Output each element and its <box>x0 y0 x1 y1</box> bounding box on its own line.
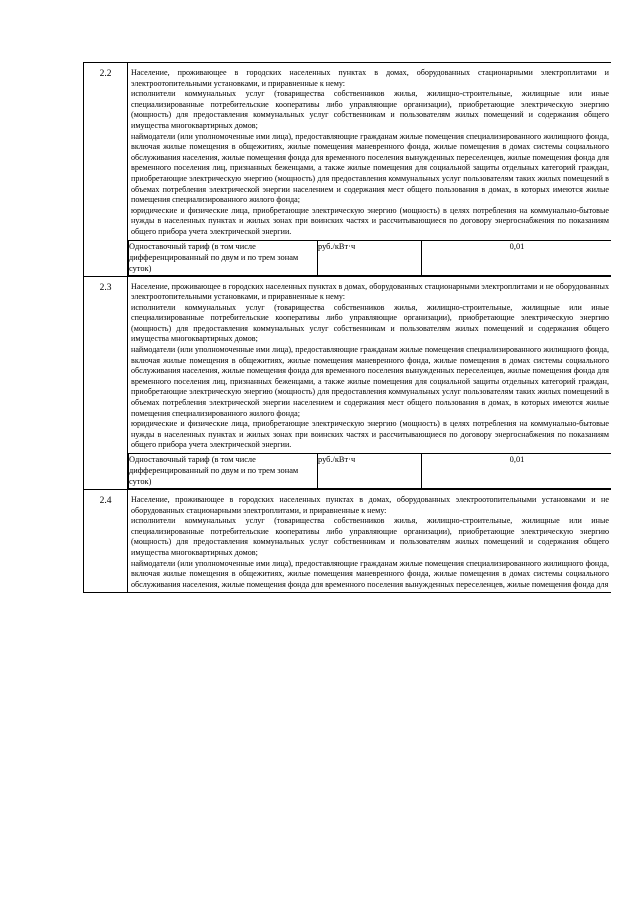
description-paragraph: исполнители коммунальных услуг (товарищества собственников жилья, жилищно-строительные, жилищные или иные специализированные потребительские кооперативы либо управляющие организации), приобретающие электрическую энергию (мощность) для предоставления коммунальных услуг собственникам и пользователям жилых помещений и содержания общего имущества многоквартирных домов; <box>131 302 609 344</box>
description-paragraph: Население, проживающее в городских населенных пунктах в домах, оборудованных электроотопительными установками и не оборудованных стационарными электроплитами, и приравненные к нему: <box>131 495 609 515</box>
consumer-description <box>128 490 611 592</box>
tariff-row-2-2 <box>84 63 612 277</box>
row-number: 2.4 <box>84 490 128 593</box>
tariff-label: Одноставочный тариф (в том числе дифференцированный по двум и по трем зонам суток) <box>129 454 318 489</box>
description-paragraph: наймодатели (или уполномоченные ими лица), предоставляющие гражданам жилые помещения специализированного жилищного фонда, включая жилые помещения в общежитиях, жилые помещения маневренного фонда, жилые помещения в домах системы социального обслуживания населения, жилые помещения фонда для временного поселения вынужденных переселенцев, жилые помещения фонда для временного поселения лиц, признанных беженцами, а также жилые помещения для социальной защиты отдельных категорий граждан, приобретающие электрическую энергию (мощность) для предоставления коммунальных услуг пользователям таких жилых помещений в объемах потребления электрической энергии населением и содержания мест общего пользования в домах, в которых имеются жилые помещения специализированного жилого фонда; <box>131 345 609 418</box>
consumer-description <box>128 277 611 454</box>
description-paragraph: Население, проживающее в городских населенных пунктах в домах, оборудованных стационарными электроплитами и электроотопительными установками, и приравненные к нему: <box>131 68 609 88</box>
description-paragraph: наймодатели (или уполномоченные ими лица), предоставляющие гражданам жилые помещения специализированного жилищного фонда, включая жилые помещения в общежитиях, жилые помещения маневренного фонда, жилые помещения в домах системы социального обслуживания населения, жилые помещения фонда для временного поселения вынужденных переселенцев, жилые помещения фонда для <box>131 558 609 589</box>
tariff-row-2-3 <box>84 276 612 490</box>
description-paragraph: юридические и физические лица, приобретающие электрическую энергию (мощность) в целях потребления на коммунально-бытовые нужды в населенных пунктах и жилых зонах при воинских частях и рассчитывающиеся по договору энергоснабжения по показаниям общего прибора учета электрической энергии. <box>131 419 609 450</box>
document-page <box>83 62 611 837</box>
row-body <box>128 490 612 593</box>
description-paragraph: исполнители коммунальных услуг (товарищества собственников жилья, жилищно-строительные, жилищные или иные специализированные потребительские кооперативы либо управляющие организации), приобретающие электрическую энергию (мощность) для предоставления коммунальных услуг собственникам и пользователям жилых помещений и содержания общего имущества многоквартирных домов; <box>131 516 609 557</box>
description-paragraph: Население, проживающее в городских населенных пунктах в домах, оборудованных стационарными электроплитами и не оборудованных электроотопительными установками, и приравненные к нему: <box>131 281 609 302</box>
description-paragraph: наймодатели (или уполномоченные ими лица), предоставляющие гражданам жилые помещения специализированного жилищного фонда, включая жилые помещения в общежитиях, жилые помещения маневренного фонда, жилые помещения в домах системы социального обслуживания населения, жилые помещения фонда для временного поселения вынужденных переселенцев, жилые помещения фонда для временного поселения лиц, признанных беженцами, а также жилые помещения для социальной защиты отдельных категорий граждан, приобретающие электрическую энергию (мощность) для предоставления коммунальных услуг пользователям таких жилых помещений в объемах потребления электрической энергии населением и содержания мест общего пользования в домах, в которых имеются жилые помещения специализированного жилого фонда; <box>131 131 609 205</box>
tariff-row-2-4 <box>84 490 612 593</box>
description-paragraph: юридические и физические лица, приобретающие электрическую энергию (мощность) в целях потребления на коммунально-бытовые нужды в населенных пунктах и жилых зонах при воинских частях и рассчитывающиеся по договору энергоснабжения по показаниям общего прибора учета электрической энергии. <box>131 205 609 236</box>
tariff-subtable <box>128 240 611 276</box>
tariff-value: 0,01 <box>422 240 612 275</box>
tariff-unit: руб./кВт·ч <box>318 240 422 275</box>
tariff-value: 0,01 <box>422 454 612 489</box>
row-body <box>128 63 612 277</box>
tariff-subtable <box>128 453 611 489</box>
row-number: 2.2 <box>84 63 128 277</box>
tariff-table <box>83 62 611 593</box>
consumer-description <box>128 63 611 240</box>
description-paragraph: исполнители коммунальных услуг (товарищества собственников жилья, жилищно-строительные, жилищные или иные специализированные потребительские кооперативы либо управляющие организации), приобретающие электрическую энергию (мощность) для предоставления коммунальных услуг собственникам и пользователям жилых помещений и содержания общего имущества многоквартирных домов; <box>131 89 609 130</box>
tariff-unit: руб./кВт·ч <box>318 454 422 489</box>
row-number: 2.3 <box>84 276 128 490</box>
tariff-label: Одноставочный тариф (в том числе дифференцированный по двум и по трем зонам суток) <box>129 240 318 275</box>
row-body <box>128 276 612 490</box>
